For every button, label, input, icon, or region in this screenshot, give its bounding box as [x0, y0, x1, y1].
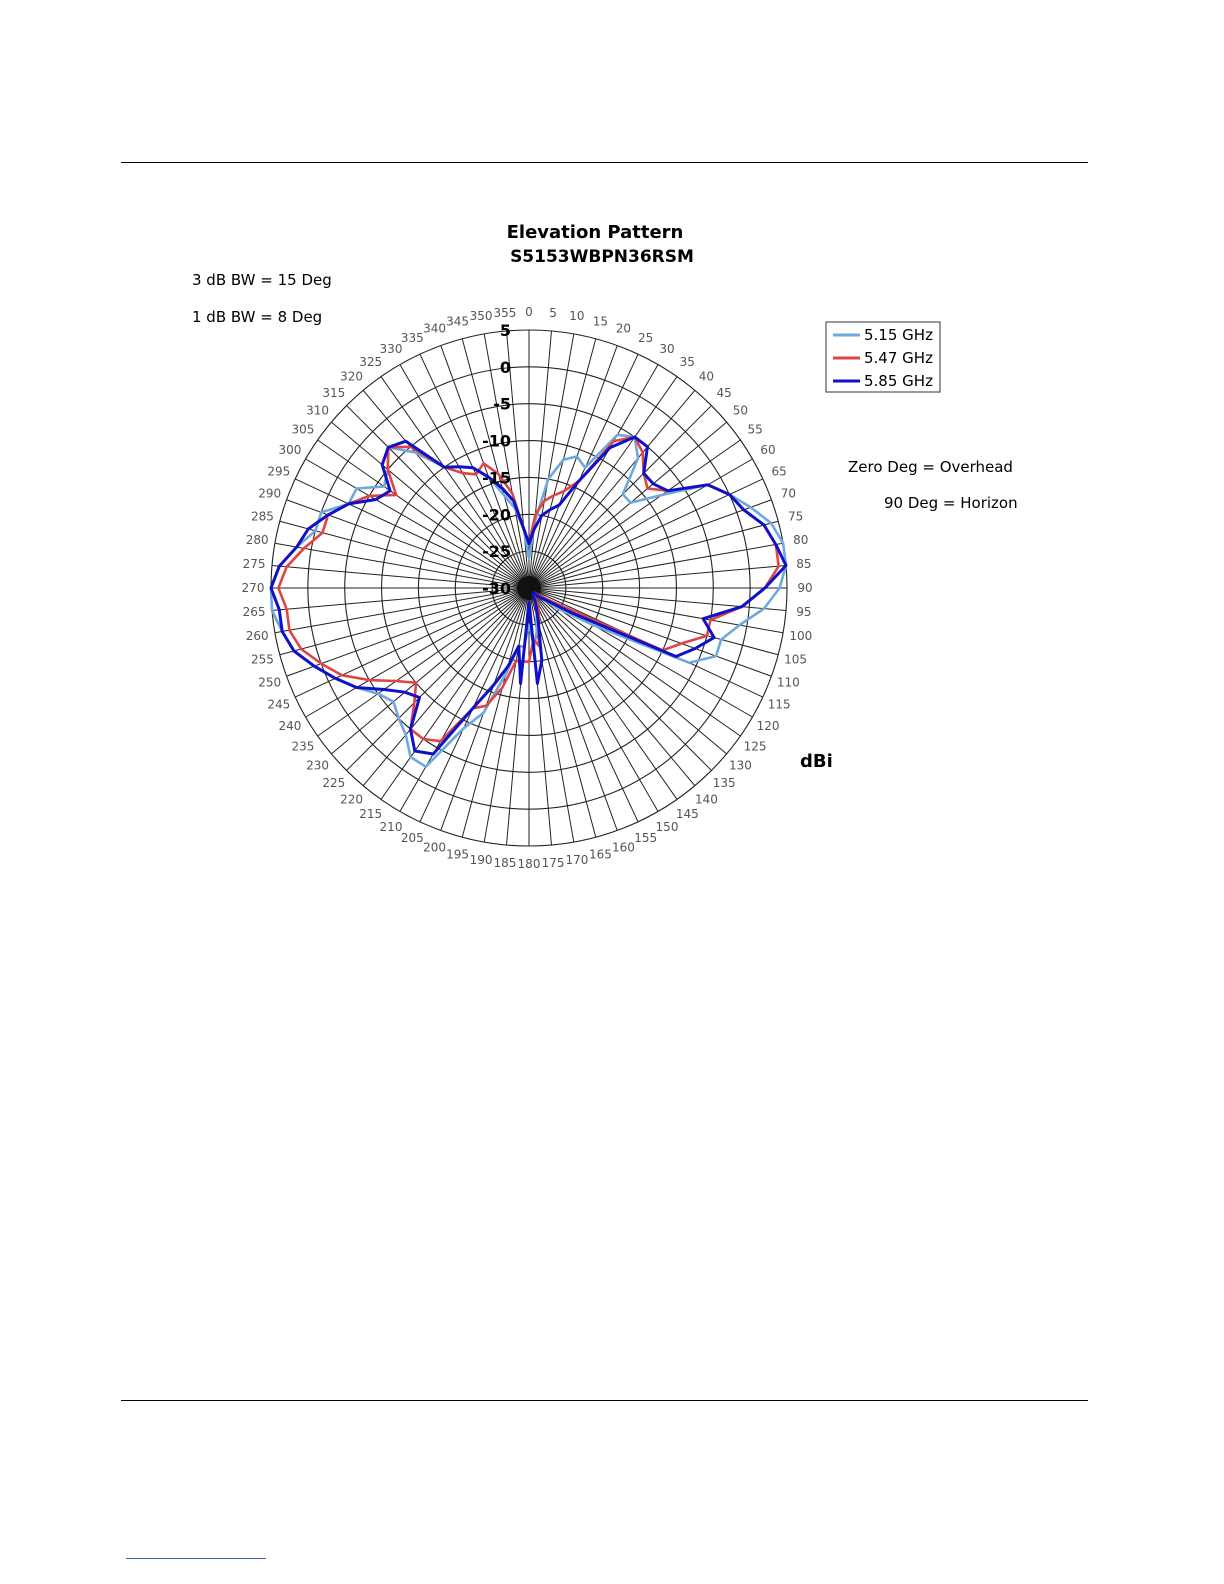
series-1-point-110 — [681, 643, 682, 644]
legend-label-2: 5.85 GHz — [864, 372, 933, 390]
angle-tick-200: 200 — [423, 840, 447, 855]
series-2-point-295 — [348, 503, 349, 504]
series-1-point-265 — [286, 609, 287, 610]
angle-tick-110: 110 — [776, 675, 800, 690]
series-2-point-170 — [541, 660, 542, 661]
series-0-point-30 — [617, 434, 618, 435]
series-0-point-235 — [377, 693, 378, 694]
angle-tick-30: 30 — [659, 341, 675, 356]
angle-tick-330: 330 — [379, 341, 403, 356]
series-2-point-180 — [528, 602, 529, 603]
series-2-point-265 — [279, 609, 280, 610]
series-2-point-215 — [414, 750, 415, 751]
series-1-point-250 — [321, 663, 322, 664]
series-2-point-240 — [356, 687, 357, 688]
series-1-point-305 — [396, 494, 397, 495]
series-1-point-245 — [341, 675, 342, 676]
series-2-point-230 — [404, 692, 405, 693]
grid-spoke-15 — [529, 339, 596, 588]
series-1-point-190 — [516, 660, 517, 661]
series-0-point-40 — [637, 458, 638, 459]
series-0-point-120 — [592, 624, 593, 625]
angle-tick-160: 160 — [611, 840, 635, 855]
series-0-point-70 — [750, 507, 751, 508]
angle-tick-345: 345 — [446, 314, 470, 329]
angle-tick-310: 310 — [306, 403, 330, 418]
series-2-point-130 — [540, 597, 541, 598]
radial-tick-2: -5 — [493, 394, 511, 414]
series-1-point-15 — [553, 495, 554, 496]
series-2-point-280 — [296, 546, 297, 547]
series-1-point-105 — [706, 635, 707, 636]
angle-tick-215: 215 — [359, 807, 383, 822]
series-2-point-270 — [270, 587, 271, 588]
angle-tick-190: 190 — [469, 852, 493, 867]
radial-tick-3: -10 — [482, 431, 511, 451]
series-2-point-80 — [775, 544, 776, 545]
angle-tick-130: 130 — [728, 758, 752, 773]
angle-tick-265: 265 — [242, 605, 266, 620]
series-2-point-225 — [419, 697, 420, 698]
series-2-point-175 — [537, 683, 538, 684]
series-1-point-5 — [535, 514, 536, 515]
series-0-point-230 — [393, 701, 394, 702]
series-1-point-230 — [416, 682, 417, 683]
series-1-point-280 — [303, 548, 304, 549]
series-2-point-100 — [703, 618, 704, 619]
angle-tick-235: 235 — [291, 739, 315, 754]
series-1-point-195 — [502, 687, 503, 688]
series-1-point-180 — [528, 661, 529, 662]
angle-tick-10: 10 — [569, 309, 585, 324]
polar-grid — [271, 330, 787, 846]
series-1-point-200 — [486, 705, 487, 706]
series-2-point-120 — [573, 613, 574, 614]
series-2-point-190 — [518, 646, 519, 647]
series-2-point-305 — [390, 490, 391, 491]
series-1-point-270 — [278, 587, 279, 588]
series-2-point-110 — [695, 648, 696, 649]
angle-tick-90: 90 — [797, 581, 813, 595]
angle-tick-125: 125 — [743, 739, 767, 754]
series-1-point-330 — [462, 473, 463, 474]
angle-tick-135: 135 — [712, 776, 736, 791]
series-0-point-300 — [356, 488, 357, 489]
zero-deg-note: Zero Deg = Overhead — [848, 458, 1013, 476]
unit-label: dBi — [800, 751, 833, 772]
angle-tick-15: 15 — [592, 314, 609, 329]
series-2-point-40 — [647, 446, 648, 447]
angle-tick-140: 140 — [694, 792, 718, 807]
angle-tick-240: 240 — [278, 719, 302, 733]
angle-tick-45: 45 — [716, 385, 732, 400]
series-2-point-25 — [578, 481, 579, 482]
angle-tick-325: 325 — [359, 354, 383, 369]
series-0-point-205 — [463, 728, 464, 729]
angle-tick-350: 350 — [469, 309, 493, 324]
series-0-point-220 — [405, 734, 406, 735]
series-2-point-345 — [502, 488, 503, 489]
angle-tick-175: 175 — [541, 855, 565, 870]
series-2-point-255 — [293, 650, 294, 651]
grid-spoke-25 — [529, 354, 638, 588]
angle-tick-145: 145 — [675, 807, 699, 822]
angle-tick-260: 260 — [245, 628, 269, 643]
series-2-point-105 — [714, 637, 715, 638]
series-2-point-150 — [532, 594, 533, 595]
series-0-point-50 — [630, 502, 631, 503]
series-2-point-330 — [458, 466, 459, 467]
series-2-point-195 — [507, 666, 508, 667]
radial-tick-6: -25 — [482, 542, 511, 562]
series-0-point-195 — [506, 673, 507, 674]
radial-tick-1: 0 — [499, 357, 511, 377]
angle-tick-0: 0 — [525, 305, 533, 319]
series-2-point-20 — [559, 504, 560, 505]
series-2-point-125 — [547, 600, 548, 601]
bw-1db-note: 1 dB BW = 8 Deg — [192, 308, 323, 326]
series-2-point-350 — [513, 500, 514, 501]
angle-tick-75: 75 — [787, 509, 804, 524]
series-0-point-15 — [563, 459, 564, 460]
series-1-point-335 — [475, 474, 476, 475]
series-2-point-275 — [279, 566, 280, 567]
series-0-point-55 — [661, 494, 662, 495]
angle-tick-100: 100 — [789, 628, 813, 643]
bw-3db-note: 3 dB BW = 15 Deg — [192, 271, 332, 289]
series-2-point-155 — [535, 601, 536, 602]
series-1-point-20 — [564, 490, 565, 491]
series-1-point-215 — [423, 738, 424, 739]
grid-spoke-295 — [295, 479, 529, 588]
chart-subtitle: S5153WBPN36RSM — [510, 247, 694, 267]
series-1-point-210 — [440, 741, 441, 742]
angle-tick-165: 165 — [588, 847, 612, 862]
series-0-point-290 — [321, 512, 322, 513]
angle-tick-80: 80 — [793, 533, 809, 548]
series-1-point-85 — [778, 566, 779, 567]
series-0-point-105 — [721, 639, 722, 640]
series-2-point-65 — [729, 494, 730, 495]
series-0-point-200 — [483, 712, 484, 713]
series-0-point-285 — [315, 530, 316, 531]
series-2-point-85 — [785, 565, 786, 566]
series-2-point-285 — [308, 528, 309, 529]
series-2-point-250 — [314, 666, 315, 667]
series-2-point-15 — [549, 509, 550, 510]
angle-tick-210: 210 — [379, 820, 403, 835]
grid-spoke-5 — [529, 331, 551, 588]
angle-tick-225: 225 — [322, 776, 346, 791]
series-2-point-30 — [610, 447, 611, 448]
series-0-point-25 — [585, 467, 586, 468]
series-2-point-300 — [375, 499, 376, 500]
series-2-point-160 — [536, 608, 537, 609]
series-1-point-100 — [710, 619, 711, 620]
series-2-point-310 — [382, 464, 383, 465]
angle-tick-25: 25 — [638, 330, 654, 345]
angle-tick-120: 120 — [756, 719, 780, 733]
series-2-point-355 — [523, 529, 524, 530]
series-2-point-185 — [520, 683, 521, 684]
angle-tick-315: 315 — [322, 385, 346, 400]
series-2-point-95 — [741, 606, 742, 607]
angle-tick-255: 255 — [250, 652, 274, 667]
series-2-point-90 — [764, 587, 765, 588]
series-2-point-115 — [675, 656, 676, 657]
series-1-point-275 — [286, 566, 287, 567]
angle-tick-65: 65 — [771, 464, 787, 479]
series-2-point-220 — [410, 729, 411, 730]
radial-tick-0: 5 — [499, 321, 511, 340]
angle-tick-220: 220 — [340, 792, 364, 807]
series-1-point-10 — [544, 500, 545, 501]
series-2-point-55 — [667, 490, 668, 491]
angle-tick-290: 290 — [258, 486, 282, 501]
series-0-point-10 — [548, 479, 549, 480]
legend-label-0: 5.15 GHz — [864, 326, 933, 344]
series-0-point-265 — [271, 610, 272, 611]
series-0-point-210 — [425, 766, 426, 767]
series-2-point-205 — [472, 708, 473, 709]
angle-tick-320: 320 — [340, 369, 364, 384]
series-1-point-350 — [512, 493, 513, 494]
radial-tick-4: -15 — [482, 468, 511, 488]
grid-spoke-250 — [287, 588, 529, 676]
angle-tick-245: 245 — [267, 697, 291, 712]
series-2-point-45 — [643, 473, 644, 474]
angle-tick-115: 115 — [767, 697, 791, 712]
angle-tick-275: 275 — [242, 556, 266, 571]
series-0-point-215 — [410, 757, 411, 758]
series-0-point-75 — [771, 523, 772, 524]
series-1-point-255 — [301, 649, 302, 650]
grid-spoke-245 — [295, 588, 529, 697]
series-2-point-290 — [328, 514, 329, 515]
grid-spoke-85 — [529, 566, 786, 588]
angle-tick-355: 355 — [493, 306, 517, 321]
series-2-point-235 — [384, 689, 385, 690]
grid-spoke-195 — [462, 588, 529, 837]
series-1-point-30 — [613, 441, 614, 442]
angle-tick-105: 105 — [784, 652, 808, 667]
series-0-point-305 — [384, 486, 385, 487]
series-2-point-315 — [388, 447, 389, 448]
angle-tick-70: 70 — [780, 486, 796, 501]
series-0-point-170 — [536, 631, 537, 632]
angle-tick-150: 150 — [655, 820, 679, 835]
series-0-point-80 — [783, 543, 784, 544]
series-2-point-60 — [707, 484, 708, 485]
series-0-point-45 — [622, 494, 623, 495]
grid-spoke-255 — [280, 588, 529, 655]
radial-tick-7: -30 — [482, 579, 511, 598]
series-0-point-125 — [559, 609, 560, 610]
series-1-point-50 — [647, 488, 648, 489]
series-0-point-100 — [739, 625, 740, 626]
angle-tick-95: 95 — [796, 605, 812, 620]
series-0-point-180 — [528, 624, 529, 625]
legend-label-1: 5.47 GHz — [864, 349, 933, 367]
series-0-point-110 — [715, 656, 716, 657]
chart-title: Elevation Pattern — [506, 222, 684, 243]
grid-spoke-155 — [529, 588, 638, 822]
series-2-point-260 — [282, 631, 283, 632]
angle-tick-20: 20 — [615, 321, 632, 336]
angle-tick-85: 85 — [796, 556, 812, 571]
legend — [826, 322, 940, 392]
angle-tick-270: 270 — [241, 581, 265, 595]
series-1-point-300 — [369, 495, 370, 496]
series-1-point-340 — [483, 463, 484, 464]
series-0-point-225 — [398, 718, 399, 719]
grid-spoke-75 — [529, 521, 778, 588]
angle-tick-280: 280 — [245, 533, 269, 548]
angle-tick-50: 50 — [732, 403, 749, 418]
series-2-point-245 — [335, 678, 336, 679]
series-2-point-335 — [472, 467, 473, 468]
angle-tick-340: 340 — [423, 321, 447, 336]
series-2-point-210 — [433, 753, 434, 754]
radial-tick-5: -20 — [482, 505, 511, 525]
angle-tick-185: 185 — [493, 855, 517, 870]
angle-tick-205: 205 — [400, 831, 424, 846]
angle-tick-285: 285 — [250, 509, 274, 524]
angle-tick-230: 230 — [306, 758, 330, 773]
series-0-point-115 — [689, 662, 690, 663]
series-1-point-260 — [289, 630, 290, 631]
angle-tick-155: 155 — [634, 831, 658, 846]
series-2-point-75 — [763, 524, 764, 525]
series-0-point-20 — [576, 456, 577, 457]
angle-tick-55: 55 — [747, 422, 763, 437]
angle-tick-40: 40 — [698, 369, 715, 384]
angle-tick-60: 60 — [760, 443, 776, 457]
angle-tick-195: 195 — [446, 847, 470, 862]
series-2-point-0 — [528, 543, 529, 544]
angle-tick-5: 5 — [549, 306, 557, 321]
ninety-deg-note: 90 Deg = Horizon — [884, 494, 1018, 512]
grid-spoke-70 — [529, 500, 771, 588]
grid-spoke-20 — [529, 346, 617, 588]
angle-tick-305: 305 — [291, 422, 315, 437]
angle-tick-250: 250 — [258, 675, 282, 690]
series-2-point-200 — [493, 684, 494, 685]
series-1-point-235 — [396, 680, 397, 681]
angle-tick-295: 295 — [267, 464, 291, 479]
series-1-point-310 — [387, 469, 388, 470]
series-2-point-10 — [541, 515, 542, 516]
series-0-point-90 — [779, 587, 780, 588]
angle-tick-170: 170 — [565, 852, 589, 867]
series-0-point-95 — [763, 608, 764, 609]
angle-tick-35: 35 — [679, 354, 695, 369]
series-0-point-320 — [415, 452, 416, 453]
series-2-point-35 — [634, 436, 635, 437]
series-2-point-5 — [534, 529, 535, 530]
angle-tick-300: 300 — [278, 443, 302, 457]
series-1-point-285 — [322, 532, 323, 533]
series-1-point-40 — [642, 452, 643, 453]
grid-spoke-335 — [420, 354, 529, 588]
series-2-point-70 — [743, 509, 744, 510]
grid-spoke-110 — [529, 588, 771, 676]
series-1-point-225 — [414, 702, 415, 703]
series-2-point-165 — [538, 623, 539, 624]
series-0-point-0 — [528, 558, 529, 559]
angle-tick-180: 180 — [517, 857, 541, 871]
series-2-point-50 — [653, 483, 654, 484]
grid-spoke-105 — [529, 588, 778, 655]
series-2-point-320 — [405, 441, 406, 442]
series-2-point-325 — [444, 467, 445, 468]
angle-tick-335: 335 — [400, 330, 424, 345]
series-1-point-240 — [369, 680, 370, 681]
series-0-point-345 — [504, 495, 505, 496]
